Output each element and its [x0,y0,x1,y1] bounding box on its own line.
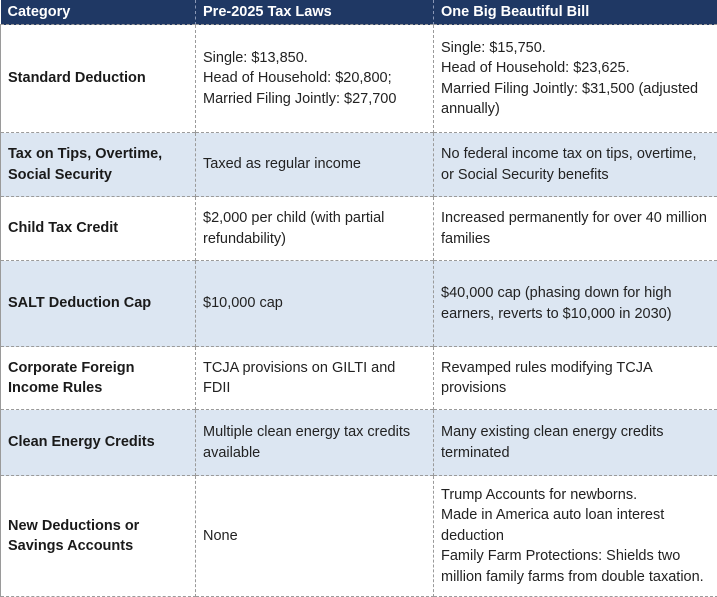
pre2025-line: Married Filing Jointly: $27,700 [203,90,397,107]
pre2025-line: Single: $13,850. [203,49,308,66]
category-cell: Corporate Foreign Income Rules [1,347,196,410]
category-cell: New Deductions or Savings Accounts [1,476,196,597]
table-row-standard-deduction [1,25,717,133]
obbb-line: Made in America auto loan interest deduction [441,507,665,544]
obbb-line: Head of Household: $23,625. [441,60,630,76]
obbb-cell: Many existing clean energy credits terminated [434,410,717,476]
header-category: Category [1,0,196,25]
category-cell: SALT Deduction Cap [1,261,196,347]
obbb-cell: Increased permanently for over 40 million families [434,197,717,261]
obbb-cell: Revamped rules modifying TCJA provisions [434,347,717,410]
table-row-tips-overtime [1,133,717,197]
header-row [1,0,717,25]
category-cell: Standard Deduction [1,25,196,133]
obbb-cell [434,476,717,597]
pre2025-cell: None [196,476,434,597]
obbb-cell [434,25,717,133]
obbb-line: Family Farm Protections: Shields two million family farms from double taxation. [441,548,704,585]
obbb-line: Married Filing Jointly: $31,500 (adjusted annually) [441,80,699,117]
pre2025-line: Head of Household: $20,800; [203,70,392,87]
table-row-new-deductions [1,476,717,597]
pre2025-cell: $2,000 per child (with partial refundability) [196,197,434,261]
table-row-clean-energy [1,410,717,476]
category-cell: Tax on Tips, Overtime, Social Security [1,133,196,197]
pre2025-cell: Taxed as regular income [196,133,434,197]
obbb-line: Trump Accounts for newborns. [441,486,638,503]
header-pre2025: Pre-2025 Tax Laws [196,0,434,25]
obbb-cell: No federal income tax on tips, overtime, or Social Security benefits [434,133,717,197]
pre2025-cell [196,25,434,133]
table-row-corporate-foreign [1,347,717,410]
pre2025-cell: Multiple clean energy tax credits available [196,410,434,476]
pre2025-cell: TCJA provisions on GILTI and FDII [196,347,434,410]
category-cell: Child Tax Credit [1,197,196,261]
pre2025-cell: $10,000 cap [196,261,434,347]
obbb-cell: $40,000 cap (phasing down for high earners, reverts to $10,000 in 2030) [434,261,717,347]
table-row-child-tax-credit [1,197,717,261]
obbb-line: Single: $15,750. [441,39,546,56]
header-obbb: One Big Beautiful Bill [434,0,717,25]
table-row-salt-cap [1,261,717,347]
category-cell: Clean Energy Credits [1,410,196,476]
